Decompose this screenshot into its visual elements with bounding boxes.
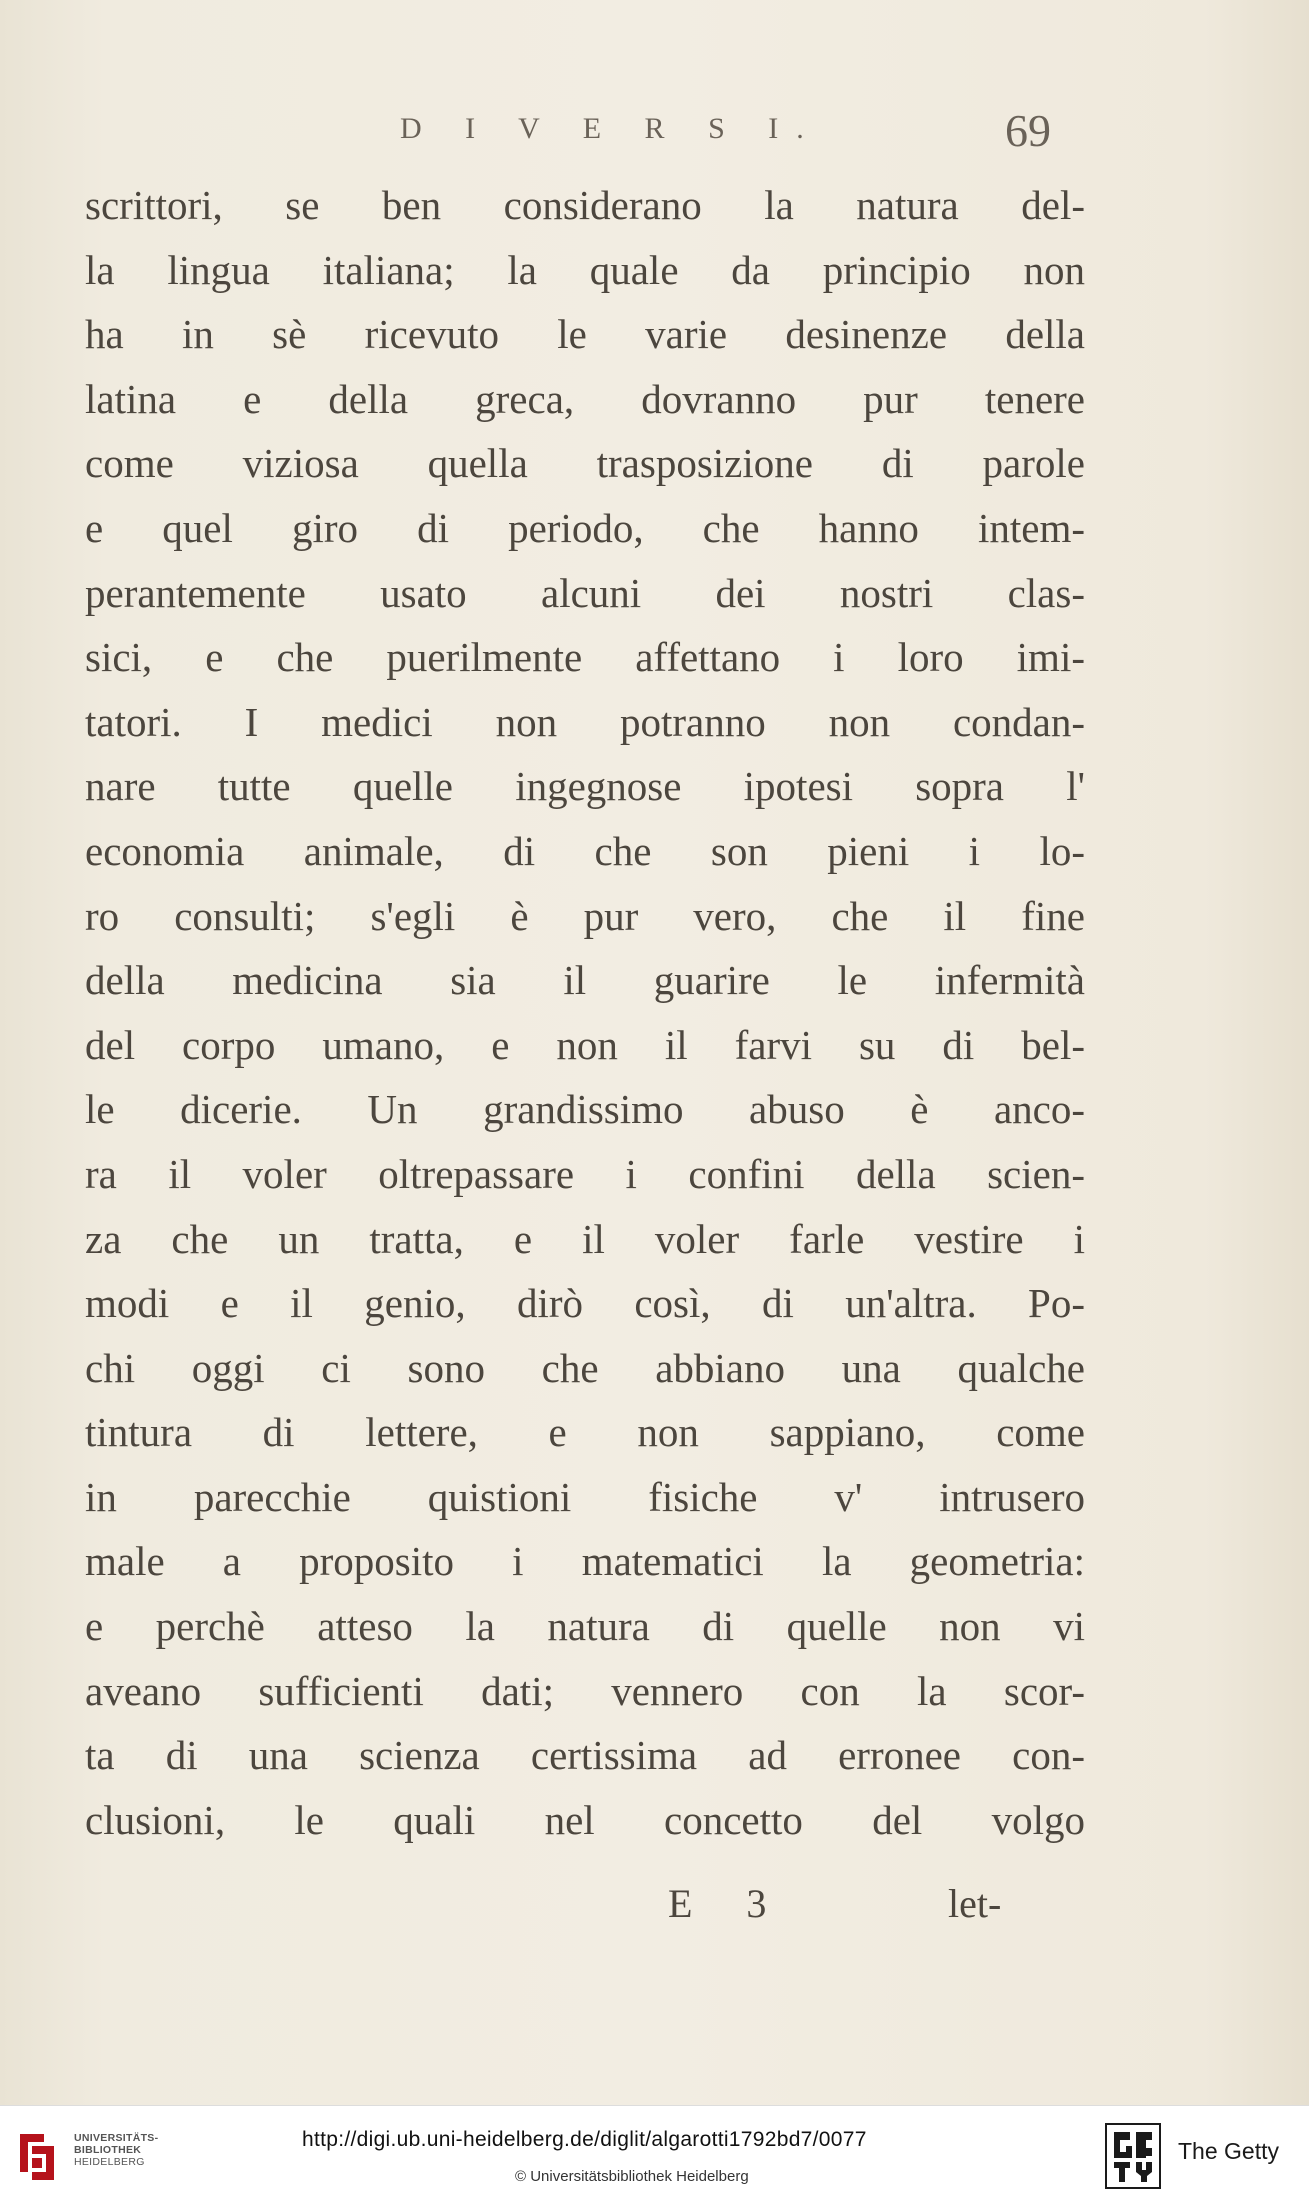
text-line: za che un tratta, e il voler farle vestire i xyxy=(85,1215,1085,1262)
text-line: la lingua italiana; la quale da principio non xyxy=(85,246,1085,293)
text-line: scrittori, se ben considerano la natura del- xyxy=(85,182,1085,228)
text-line: tatori. I medici non potranno non condan- xyxy=(85,698,1085,745)
text-line: nare tutte quelle ingegnose ipotesi sopra l' xyxy=(85,763,1085,810)
text-line: modi e il genio, dirò così, di un'altra. Po- xyxy=(85,1280,1085,1327)
library-name: UNIVERSITÄTS- BIBLIOTHEK HEIDELBERG xyxy=(74,2132,159,2168)
text-line: perantemente usato alcuni dei nostri clas- xyxy=(85,569,1085,616)
catchword: let- xyxy=(948,1881,1002,1926)
text-line: e quel giro di periodo, che hanno intem- xyxy=(85,504,1085,551)
text-line: tintura di lettere, e non sappiano, come xyxy=(85,1409,1085,1456)
text-line: le dicerie. Un grandissimo abuso è anco- xyxy=(85,1086,1085,1133)
page-number: 69 xyxy=(1005,105,1051,156)
text-line: della medicina sia il guarire le infermità xyxy=(85,957,1085,1004)
body-text xyxy=(85,173,1085,1852)
text-line: ra il voler oltrepassare i confini della scien- xyxy=(85,1150,1085,1197)
running-title: D I V E R S I. xyxy=(400,112,822,145)
text-line: ro consulti; s'egli è pur vero, che il fine xyxy=(85,892,1085,939)
ub-heidelberg-logo-icon xyxy=(14,2128,60,2184)
text-line: clusioni, le quali nel concetto del volgo xyxy=(85,1796,1085,1843)
viewer-footer xyxy=(0,2105,1309,2202)
getty-name: The Getty xyxy=(1178,2138,1279,2164)
text-line: aveano sufficienti dati; vennero con la scor- xyxy=(85,1667,1085,1714)
running-head xyxy=(0,105,1309,162)
permalink-url[interactable]: http://digi.ub.uni-heidelberg.de/diglit/algarotti1792bd7/0077 xyxy=(302,2128,867,2151)
catchword-line xyxy=(0,1880,1309,1940)
text-line: sici, e che puerilmente affettano i loro imi- xyxy=(85,634,1085,681)
text-line: in parecchie quistioni fisiche v' intrusero xyxy=(85,1473,1085,1520)
ub-heidelberg-logo[interactable] xyxy=(14,2124,174,2186)
text-line: come viziosa quella trasposizione di parole xyxy=(85,440,1085,487)
signature-mark: E 3 xyxy=(668,1881,789,1926)
copyright-notice: © Universitätsbibliothek Heidelberg xyxy=(515,2168,749,2185)
text-line: economia animale, di che son pieni i lo- xyxy=(85,827,1085,874)
getty-logo-icon[interactable] xyxy=(1104,2122,1162,2190)
text-line: ha in sè ricevuto le varie desinenze della xyxy=(85,311,1085,358)
text-line: del corpo umano, e non il farvi su di bel- xyxy=(85,1021,1085,1068)
text-line: ta di una scienza certissima ad erronee con- xyxy=(85,1732,1085,1779)
text-line: latina e della greca, dovranno pur tenere xyxy=(85,375,1085,422)
text-line: e perchè atteso la natura di quelle non vi xyxy=(85,1603,1085,1650)
text-line: chi oggi ci sono che abbiano una qualche xyxy=(85,1344,1085,1391)
text-line: male a proposito i matematici la geometria: xyxy=(85,1538,1085,1585)
